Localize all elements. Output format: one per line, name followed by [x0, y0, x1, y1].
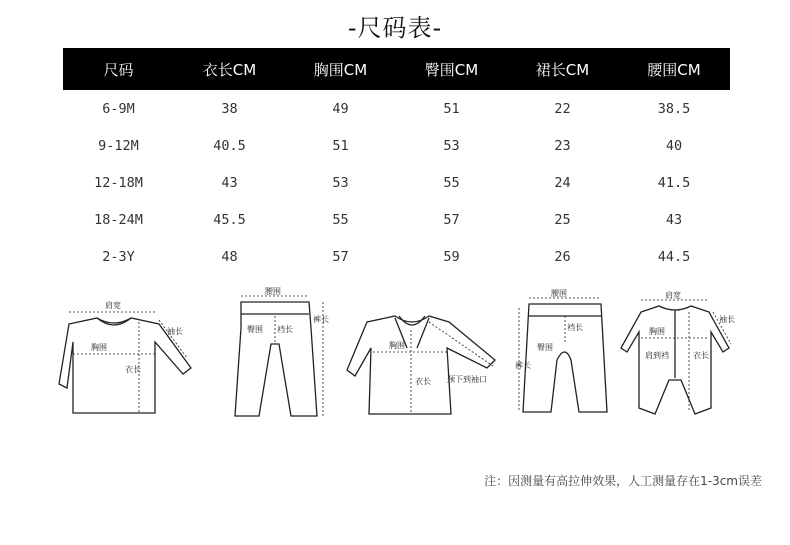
size-cell: 9-12M	[98, 137, 139, 154]
label-romper-sleeve: 袖长	[719, 315, 735, 324]
table-row	[63, 164, 730, 201]
value-cell: 38	[221, 100, 238, 117]
value-cell: 40.5	[213, 137, 246, 154]
label-romper-shoulder: 肩宽	[665, 291, 681, 300]
value-cell: 48	[221, 248, 238, 265]
header-skirt-length: 裙长CM	[535, 60, 590, 79]
label-romper-length: 衣长	[693, 351, 709, 360]
value-cell: 22	[554, 100, 571, 117]
header-hip: 臀围CM	[424, 60, 479, 79]
table-header	[63, 48, 730, 90]
label-romper-chest: 胸围	[649, 327, 665, 336]
header-waist: 腰围CM	[647, 60, 701, 79]
label-sleeve: 袖长	[167, 327, 183, 336]
header-chest: 胸围CM	[313, 60, 368, 79]
value-cell: 44.5	[657, 248, 691, 265]
table-row	[63, 127, 730, 164]
label-wide-hip: 臀围	[537, 343, 553, 352]
label-wide-crotch: 裆长	[567, 323, 583, 332]
romper-diagram	[625, 288, 745, 423]
table-row	[63, 238, 730, 275]
label-pants-length: 裤长	[313, 315, 329, 324]
value-cell: 40	[665, 137, 683, 154]
value-cell: 43	[221, 174, 238, 191]
value-cell: 41.5	[657, 174, 691, 191]
value-cell: 51	[443, 100, 460, 117]
shirt-diagram	[55, 288, 185, 423]
header-size: 尺码	[103, 60, 134, 79]
value-cell: 23	[554, 137, 571, 154]
value-cell: 51	[332, 137, 349, 154]
size-cell: 18-24M	[94, 211, 143, 228]
label-raglan-chest: 胸围	[389, 341, 405, 350]
label-romper-crotch: 肩到裆	[645, 351, 669, 360]
value-cell: 24	[554, 174, 571, 191]
measurement-note: 注：因测量有高拉伸效果，人工测量存在1-3cm误差	[484, 474, 762, 488]
label-raglan-sleeve: 颈下到袖口	[447, 375, 487, 384]
value-cell: 26	[554, 248, 571, 265]
value-cell: 59	[443, 248, 460, 265]
pants-diagram	[225, 288, 335, 423]
label-pants-hip: 臀围	[247, 325, 263, 334]
value-cell: 57	[443, 211, 460, 228]
label-wide-length: 裤长	[515, 361, 531, 370]
label-pants-waist: 腰围	[265, 287, 281, 296]
measurement-diagrams	[55, 288, 745, 423]
size-cell: 2-3Y	[102, 248, 135, 265]
value-cell: 53	[443, 137, 460, 154]
label-raglan-length: 衣长	[415, 377, 431, 386]
size-cell: 6-9M	[102, 100, 135, 117]
raglan-diagram	[347, 288, 507, 423]
value-cell: 25	[554, 211, 571, 228]
value-cell: 57	[332, 248, 349, 265]
label-shoulder: 肩宽	[105, 301, 121, 310]
page-title: -尺码表-	[347, 14, 443, 42]
wide-pants-diagram	[517, 288, 617, 423]
value-cell: 38.5	[657, 100, 691, 117]
header-length: 衣长CM	[202, 60, 257, 79]
size-cell: 12-18M	[94, 174, 143, 191]
value-cell: 55	[443, 174, 460, 191]
label-wide-waist: 腰围	[551, 289, 567, 298]
label-chest: 胸围	[91, 343, 107, 352]
value-cell: 43	[665, 211, 683, 228]
label-length: 衣长	[125, 365, 141, 374]
table-row	[63, 201, 730, 238]
table-row	[63, 90, 730, 127]
label-pants-crotch: 裆长	[277, 325, 293, 334]
value-cell: 45.5	[213, 211, 246, 228]
value-cell: 49	[332, 100, 349, 117]
value-cell: 53	[332, 174, 349, 191]
size-table	[63, 48, 730, 275]
table-body	[63, 90, 730, 275]
value-cell: 55	[332, 211, 349, 228]
